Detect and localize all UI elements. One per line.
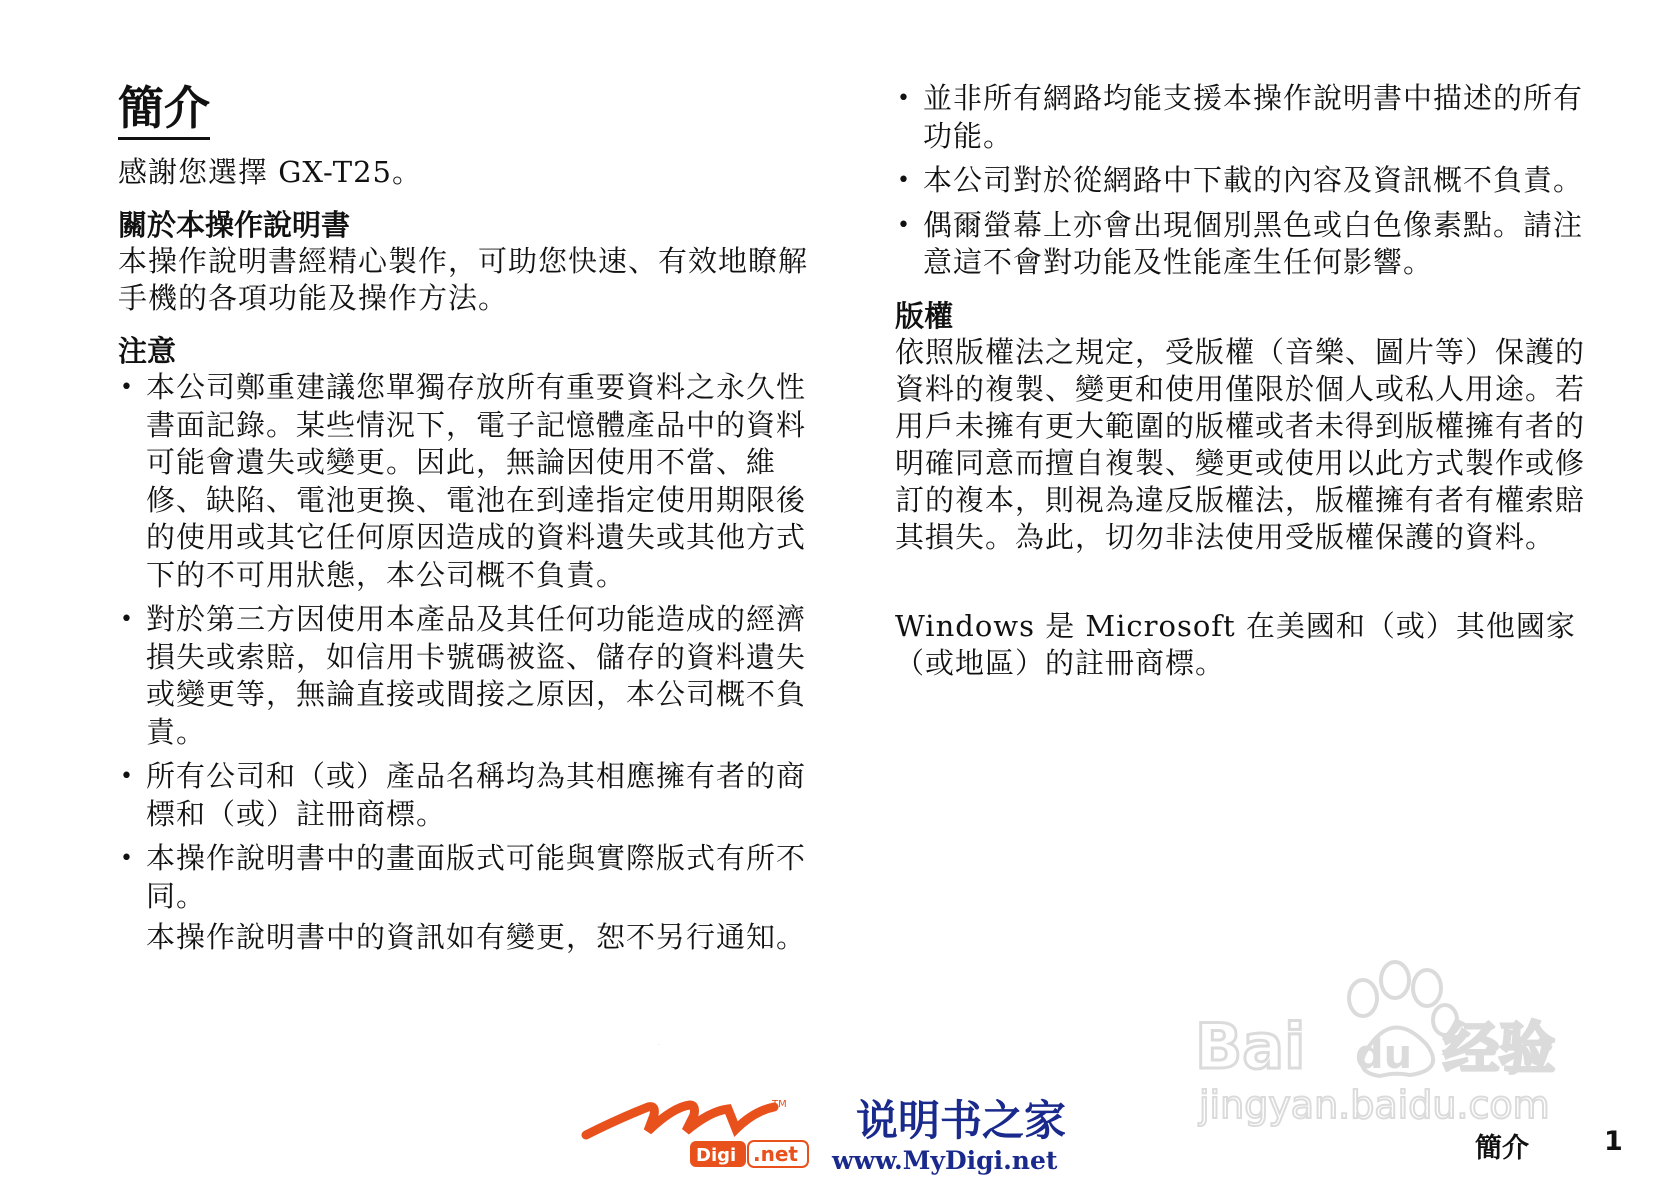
baidu-brand-cn: 经验 bbox=[1443, 1017, 1555, 1082]
net-badge-text: .net bbox=[753, 1142, 798, 1166]
mydigi-brand: MY bbox=[658, 1045, 660, 1046]
notice-item-text: 對於第三方因使用本產品及其任何功能造成的經濟損失或索賠，如信用卡號碼被盜、儲存的資料遺失或變更等，無論直接或間接之原因，本公司概不負責。 bbox=[146, 602, 807, 749]
baidu-url: jingyan.baidu.com bbox=[1199, 1083, 1550, 1127]
notice-item-text: 本公司對於從網路中下載的內容及資訊概不負責。 bbox=[923, 163, 1584, 197]
page-title: 簡介 bbox=[118, 80, 210, 140]
copyright-heading: 版權 bbox=[895, 298, 954, 333]
trademark-text: Windows 是 Microsoft 在美國和（或）其他國家（或地區）的註冊商標。 bbox=[895, 608, 1576, 680]
notice-list bbox=[118, 369, 830, 957]
footer-section-label: 簡介 bbox=[1475, 1133, 1529, 1164]
bullet-icon: • bbox=[120, 846, 134, 871]
notice-item-text: 偶爾螢幕上亦會出現個別黑色或白色像素點。請注意這不會對功能及性能產生任何影響。 bbox=[923, 207, 1584, 279]
mydigi-swoosh-icon bbox=[586, 1105, 774, 1135]
list-item bbox=[118, 758, 830, 833]
bullet-icon: • bbox=[120, 375, 134, 400]
list-item bbox=[118, 840, 830, 957]
baidu-brand-a: Bai bbox=[1195, 1010, 1306, 1083]
bullet-icon: • bbox=[897, 86, 911, 111]
baidu-brand-b: du bbox=[1355, 1032, 1413, 1078]
list-item bbox=[895, 80, 1607, 155]
bullet-icon: • bbox=[120, 607, 134, 632]
intro-text: 感謝您選擇 GX-T25。 bbox=[118, 155, 423, 189]
notice-item-text: 所有公司和（或）產品名稱均為其相應擁有者的商標和（或）註冊商標。 bbox=[146, 759, 807, 831]
digi-badge-text: Digi bbox=[696, 1145, 737, 1166]
mydigi-url: www.MyDigi.net bbox=[832, 1146, 1058, 1175]
baidu-watermark-logo bbox=[1195, 950, 1595, 1130]
mydigi-logo bbox=[578, 1045, 1118, 1175]
notice-list-continued bbox=[895, 80, 1607, 282]
list-item bbox=[895, 207, 1607, 282]
notice-item-text: 本公司鄭重建議您單獨存放所有重要資料之永久性書面記錄。某些情況下，電子記憶體產品中的資料可能會遺失或變更。因此，無論因使用不當、維修、缺陷、電池更換、電池在到達指定使用期限後的使用或其它任何原因造成的資料遺失或其他方式下的不可用狀態，本公司概不負責。 bbox=[146, 370, 807, 592]
notice-heading: 注意 bbox=[118, 334, 177, 368]
about-text: 本操作說明書經精心製作，可助您快速、有效地瞭解手機的各項功能及操作方法。 bbox=[118, 244, 809, 315]
trademark-mark: TM bbox=[772, 1099, 787, 1110]
list-item bbox=[895, 162, 1607, 200]
right-column bbox=[895, 80, 1607, 682]
list-item bbox=[118, 601, 830, 751]
about-heading: 關於本操作說明書 bbox=[118, 208, 351, 242]
copyright-text: 依照版權法之規定，受版權（音樂、圖片等）保護的資料的複製、變更和使用僅限於個人或私人用途。若用戶未擁有更大範圍的版權或者未得到版權擁有者的明確同意而擅自複製、變更或使用以此方式製作或修訂的複本，則視為違反版權法，版權擁有者有權索賠其損失。為此，切勿非法使用受版權保護的資料。 bbox=[895, 334, 1586, 554]
left-column bbox=[118, 80, 830, 964]
notice-item-extra: 本操作說明書中的資訊如有變更，恕不另行通知。 bbox=[146, 920, 807, 954]
mydigi-cn-name: 说明书之家 bbox=[856, 1096, 1067, 1145]
notice-item-text: 並非所有網路均能支援本操作說明書中描述的所有功能。 bbox=[923, 81, 1584, 153]
bullet-icon: • bbox=[120, 764, 134, 789]
bullet-icon: • bbox=[897, 168, 911, 193]
bullet-icon: • bbox=[897, 212, 911, 238]
page-number: 1 bbox=[1604, 1126, 1623, 1157]
notice-item-text: 本操作說明書中的畫面版式可能與實際版式有所不同。 bbox=[146, 841, 807, 913]
list-item bbox=[118, 369, 830, 594]
